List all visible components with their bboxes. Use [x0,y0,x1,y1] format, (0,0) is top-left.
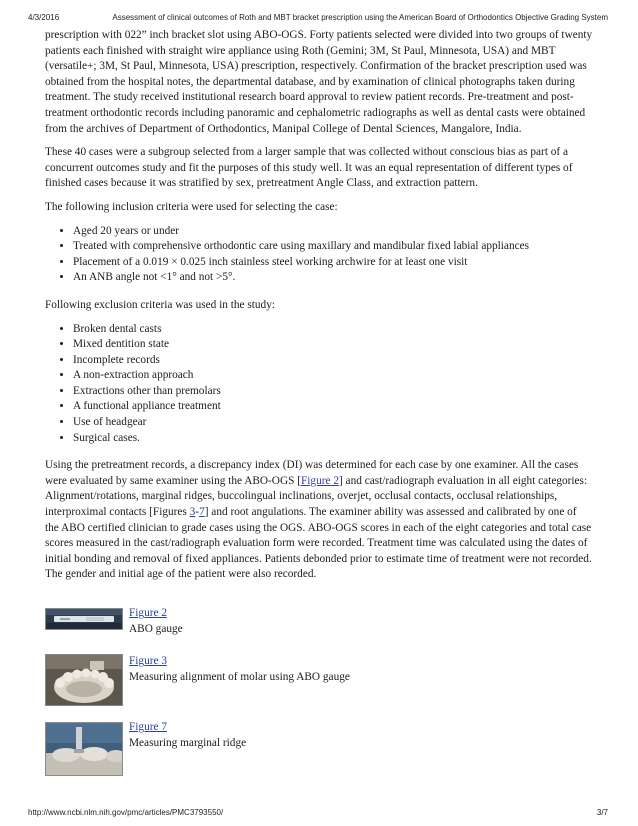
footer-page-number: 3/7 [596,808,608,817]
figure-3-link[interactable]: 3 [189,506,196,519]
figure-3-thumbnail[interactable] [45,654,123,706]
exclusion-list [45,322,593,447]
marginal-ridge-image [46,723,122,775]
inclusion-list [45,224,593,286]
list-item: • Broken dental casts [73,322,593,338]
list-item: • Mixed dentition state [73,337,593,353]
paragraph-5-text-b: ] and cast/radiograph evaluation in all eight categories: Alignment/rotations, marginal ridges, buccolingual inclinations, overjet, occlusal contacts, occlusal relationships, interproximal contacts [Figures [45,474,588,519]
list-item: • Placement of a 0.019 × 0.025 inch stainless steel working archwire for at least one visit [73,255,593,271]
paragraph-3: The following inclusion criteria were used for selecting the case: [45,200,338,213]
list-item: • A non-extraction approach [73,368,593,384]
figure-3-text [129,654,529,685]
figure-2-caption: ABO gauge [129,622,183,635]
list-item: • Treated with comprehensive orthodontic care using maxillary and mandibular fixed labial appliances [73,239,593,255]
figure-3-caption: Measuring alignment of molar using ABO gauge [129,670,350,683]
list-item: • An ANB angle not <1° and not >5°. [73,270,593,286]
figure-3-title-link[interactable]: Figure 3 [129,655,167,667]
header-date: 4/3/2016 [28,13,60,22]
list-item: • Extractions other than premolars [73,384,593,400]
header-title: Assessment of clinical outcomes of Roth and MBT bracket prescription using the American Board of Orthodontics Objective Grading System [112,13,608,22]
dental-cast-image [46,655,122,705]
list-item: • Incomplete records [73,353,593,369]
figure-7-thumbnail[interactable] [45,722,123,776]
paragraph-2: These 40 cases were a subgroup selected from a larger sample that was collected without conscious bias as part of a concurrent outcomes study and fit the purposes of this study well. It was an equal representation of different types of finished cases because it was stratified by sex, pretreatment Angle Class, and extraction pattern. [45,146,573,190]
figure-2-thumbnail[interactable] [45,608,123,630]
list-item: • A functional appliance treatment [73,399,593,415]
figure-7-text [129,720,529,751]
list-item: • Surgical cases. [73,431,593,447]
page-footer [28,808,608,817]
paragraph-5 [45,458,593,583]
footer-url[interactable]: http://www.ncbi.nlm.nih.gov/pmc/articles/PMC3793550/ [28,808,224,817]
paragraph-5-text-c: ] and root angulations. The examiner ability was assessed and calibrated by one of the ABO certified clinician to grade cases using the OGS. ABO-OGS scores in each of the eight categories and total case scores measured in the cast/radiograph evaluation form were recorded. Treatment time was calculated using the dates of initial bonding and removal of fixed appliances. Patients debonded prior to estimate time of treatment were not recorded. The gender and initial age of the patient were also recorded. [45,506,592,581]
paragraph-4: Following exclusion criteria was used in the study: [45,298,275,311]
list-item: • Use of headgear [73,415,593,431]
figure-2-link[interactable]: Figure 2 [301,474,339,487]
paragraph-1: prescription with 022” inch bracket slot using ABO-OGS. Forty patients selected were divided into two groups of twenty patients each finished with straight wire appliance using Roth (Gemini; 3M, St Paul, Minnesota, USA) and MBT (versatile+; 3M, St Paul, Minnesota, USA) prescription, respectively. Confirmation of the bracket prescription used was obtained from the hospital notes, the departmental database, and by examination of clinical photographs taken during treatment. The study received institutional research board approval to review patient records. Pre-treatment and post-treatment orthodontic records including panoramic and cephalometric radiographs as well as dental casts were obtained from the archives of Department of Orthodontics, Manipal College of Dental Sciences, Mangalore, India. [45,29,593,135]
page-header [28,13,608,22]
figure-2-title-link[interactable]: Figure 2 [129,607,167,619]
abo-gauge-image [46,609,122,629]
figure-2-text [129,606,529,637]
figure-7-caption: Measuring marginal ridge [129,736,247,749]
figure-7-link[interactable]: 7 [199,506,205,519]
figure-7-title-link[interactable]: Figure 7 [129,721,167,733]
range-dash: - [195,506,200,519]
article-body [45,28,593,591]
paragraph-5-text-a: Using the pretreatment records, a discrepancy index (DI) was determined for each case by one examiner. All the cases were evaluated by same examiner using the ABO-OGS [ [45,459,579,487]
list-item: • Aged 20 years or under [73,224,593,240]
